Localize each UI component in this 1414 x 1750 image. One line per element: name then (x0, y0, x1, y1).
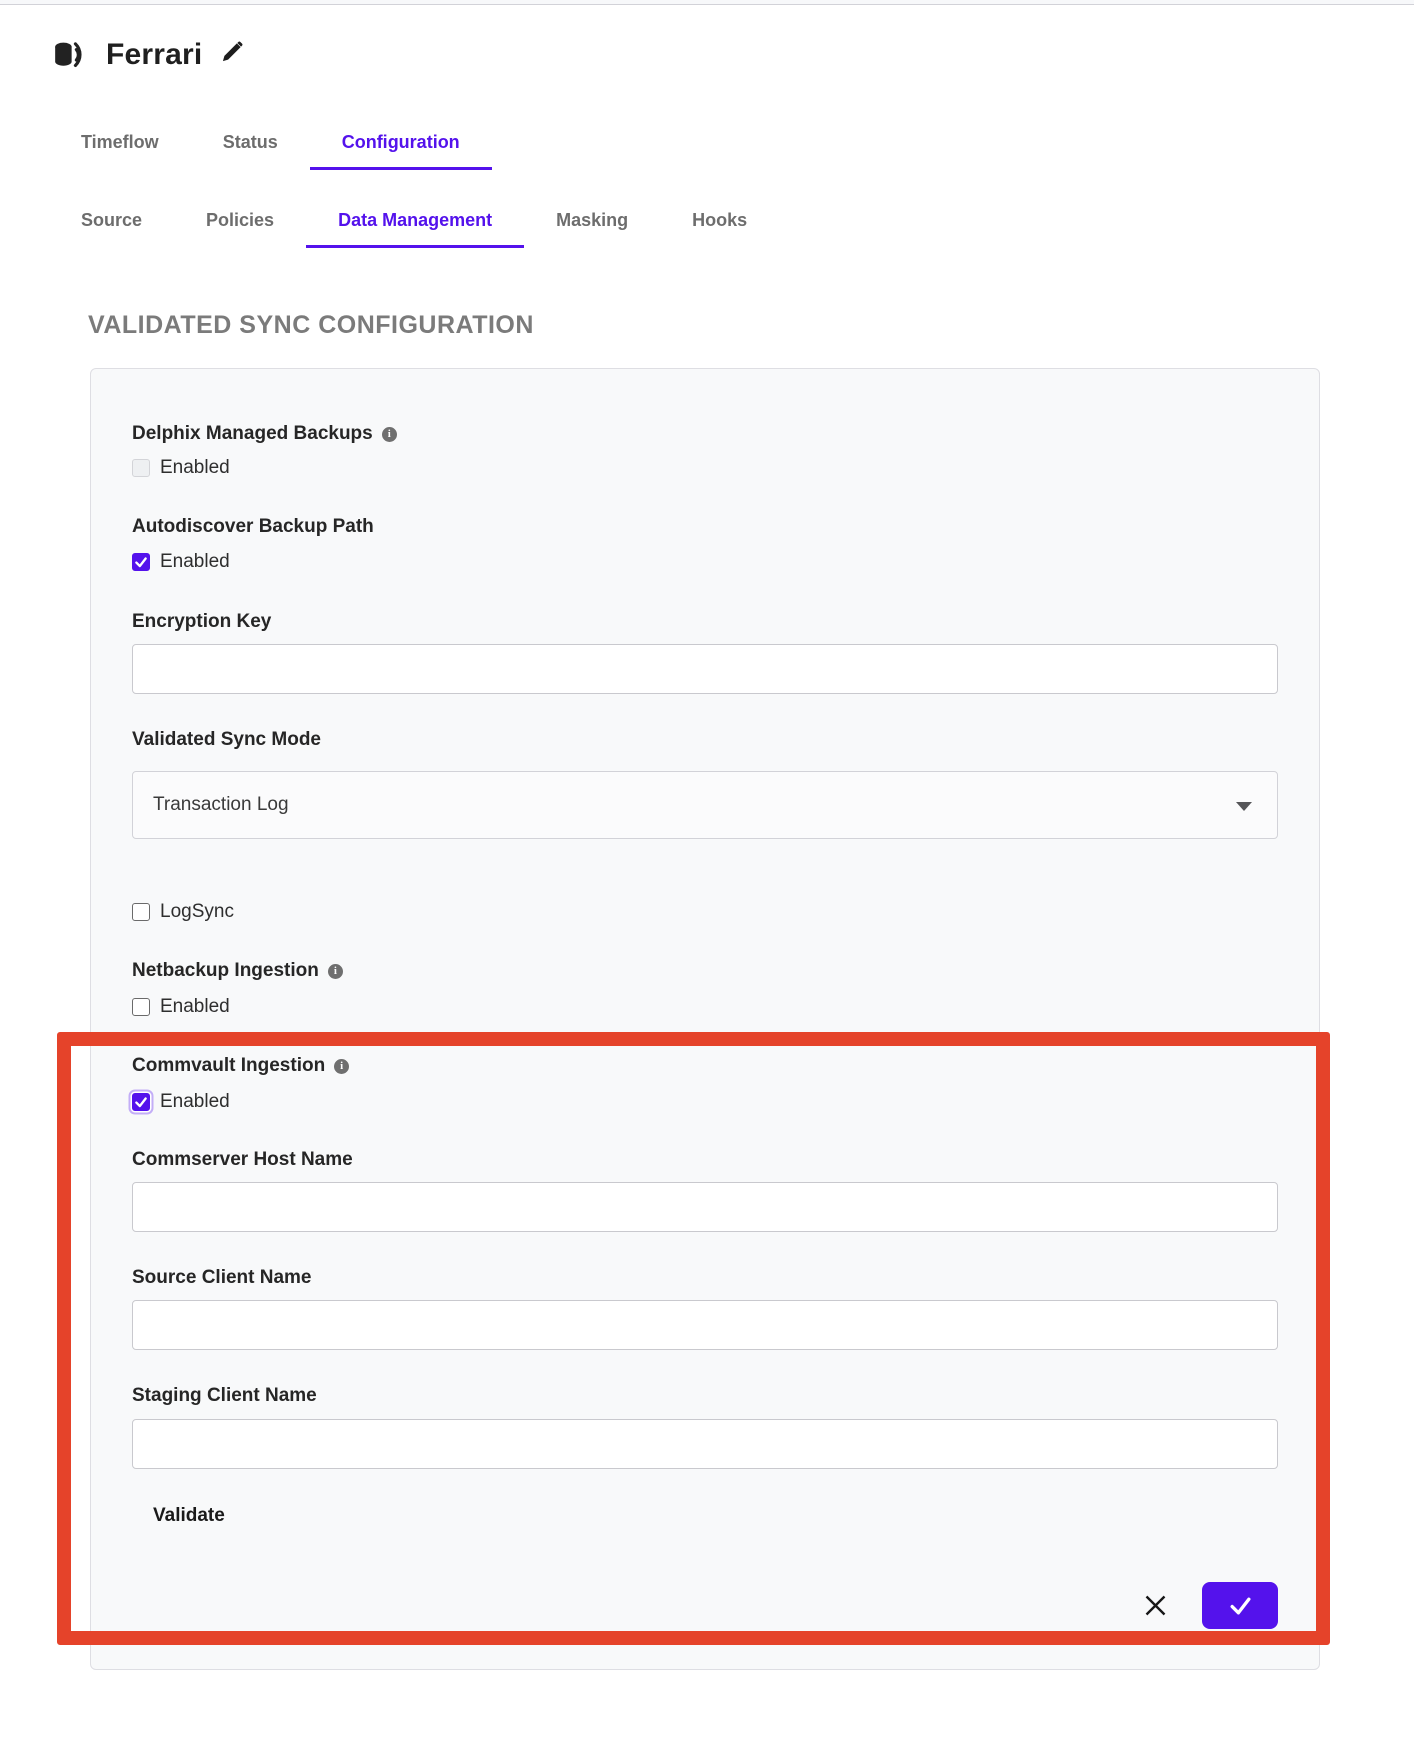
form-actions (132, 1582, 1278, 1629)
tab-source[interactable]: Source (81, 210, 143, 230)
tab-configuration[interactable]: Configuration (310, 131, 492, 170)
edit-pencil-icon[interactable] (219, 38, 246, 65)
delphix-managed-backups-enabled-checkbox[interactable]: Enabled (132, 455, 230, 481)
validated-sync-mode-select[interactable] (132, 771, 1278, 839)
checkbox-unchecked-disabled[interactable] (132, 459, 150, 477)
commvault-ingestion-label: Commvault Ingestion i (132, 1053, 1278, 1079)
netbackup-ingestion-label: Netbackup Ingestion i (132, 958, 1278, 984)
info-icon[interactable]: i (328, 964, 343, 979)
autodiscover-backup-path-enabled-checkbox[interactable]: Enabled (132, 549, 230, 575)
netbackup-ingestion-enabled-checkbox[interactable]: Enabled (132, 994, 230, 1020)
logsync-checkbox[interactable]: LogSync (132, 899, 234, 925)
top-divider (0, 0, 1414, 5)
source-client-name-input[interactable] (132, 1300, 1278, 1350)
checkbox-unchecked[interactable] (132, 998, 150, 1016)
validated-sync-configuration-card (90, 368, 1320, 1670)
primary-tab-bar (49, 131, 1414, 170)
close-x-icon (1142, 1592, 1169, 1619)
checkbox-unchecked[interactable] (132, 903, 150, 921)
info-icon[interactable]: i (382, 427, 397, 442)
encryption-key-label: Encryption Key (132, 611, 272, 632)
staging-client-name-input[interactable] (132, 1419, 1278, 1469)
checkmark-icon (1228, 1593, 1253, 1618)
delphix-managed-backups-label: Delphix Managed Backups i (132, 421, 1278, 447)
commserver-host-name-label: Commserver Host Name (132, 1149, 353, 1170)
checkbox-checked[interactable] (132, 1093, 150, 1111)
page-title: Ferrari (106, 38, 203, 71)
tab-policies[interactable]: Policies (206, 210, 275, 230)
checkbox-checked[interactable] (132, 553, 150, 571)
tab-status[interactable]: Status (222, 132, 278, 152)
chevron-down-icon (1236, 802, 1252, 811)
source-client-name-label: Source Client Name (132, 1267, 312, 1288)
dsource-database-icon (52, 36, 90, 74)
validate-button[interactable]: Validate (153, 1505, 225, 1526)
staging-client-name-label: Staging Client Name (132, 1385, 317, 1406)
tab-timeflow[interactable]: Timeflow (81, 132, 159, 152)
info-icon[interactable]: i (334, 1059, 349, 1074)
encryption-key-input[interactable] (132, 644, 1278, 694)
secondary-tab-bar (49, 209, 1414, 248)
commvault-ingestion-enabled-checkbox[interactable]: Enabled (132, 1089, 230, 1115)
autodiscover-backup-path-label: Autodiscover Backup Path (132, 516, 374, 537)
page-header (0, 35, 1414, 75)
section-heading: VALIDATED SYNC CONFIGURATION (88, 311, 534, 339)
tab-data-management[interactable]: Data Management (306, 209, 524, 248)
commserver-host-name-input[interactable] (132, 1182, 1278, 1232)
selected-value: Transaction Log (153, 794, 289, 815)
tab-masking[interactable]: Masking (556, 210, 629, 230)
validated-sync-mode-label: Validated Sync Mode (132, 729, 321, 750)
confirm-button[interactable] (1202, 1582, 1278, 1629)
tab-hooks[interactable]: Hooks (692, 210, 748, 230)
cancel-button[interactable] (1141, 1592, 1169, 1620)
